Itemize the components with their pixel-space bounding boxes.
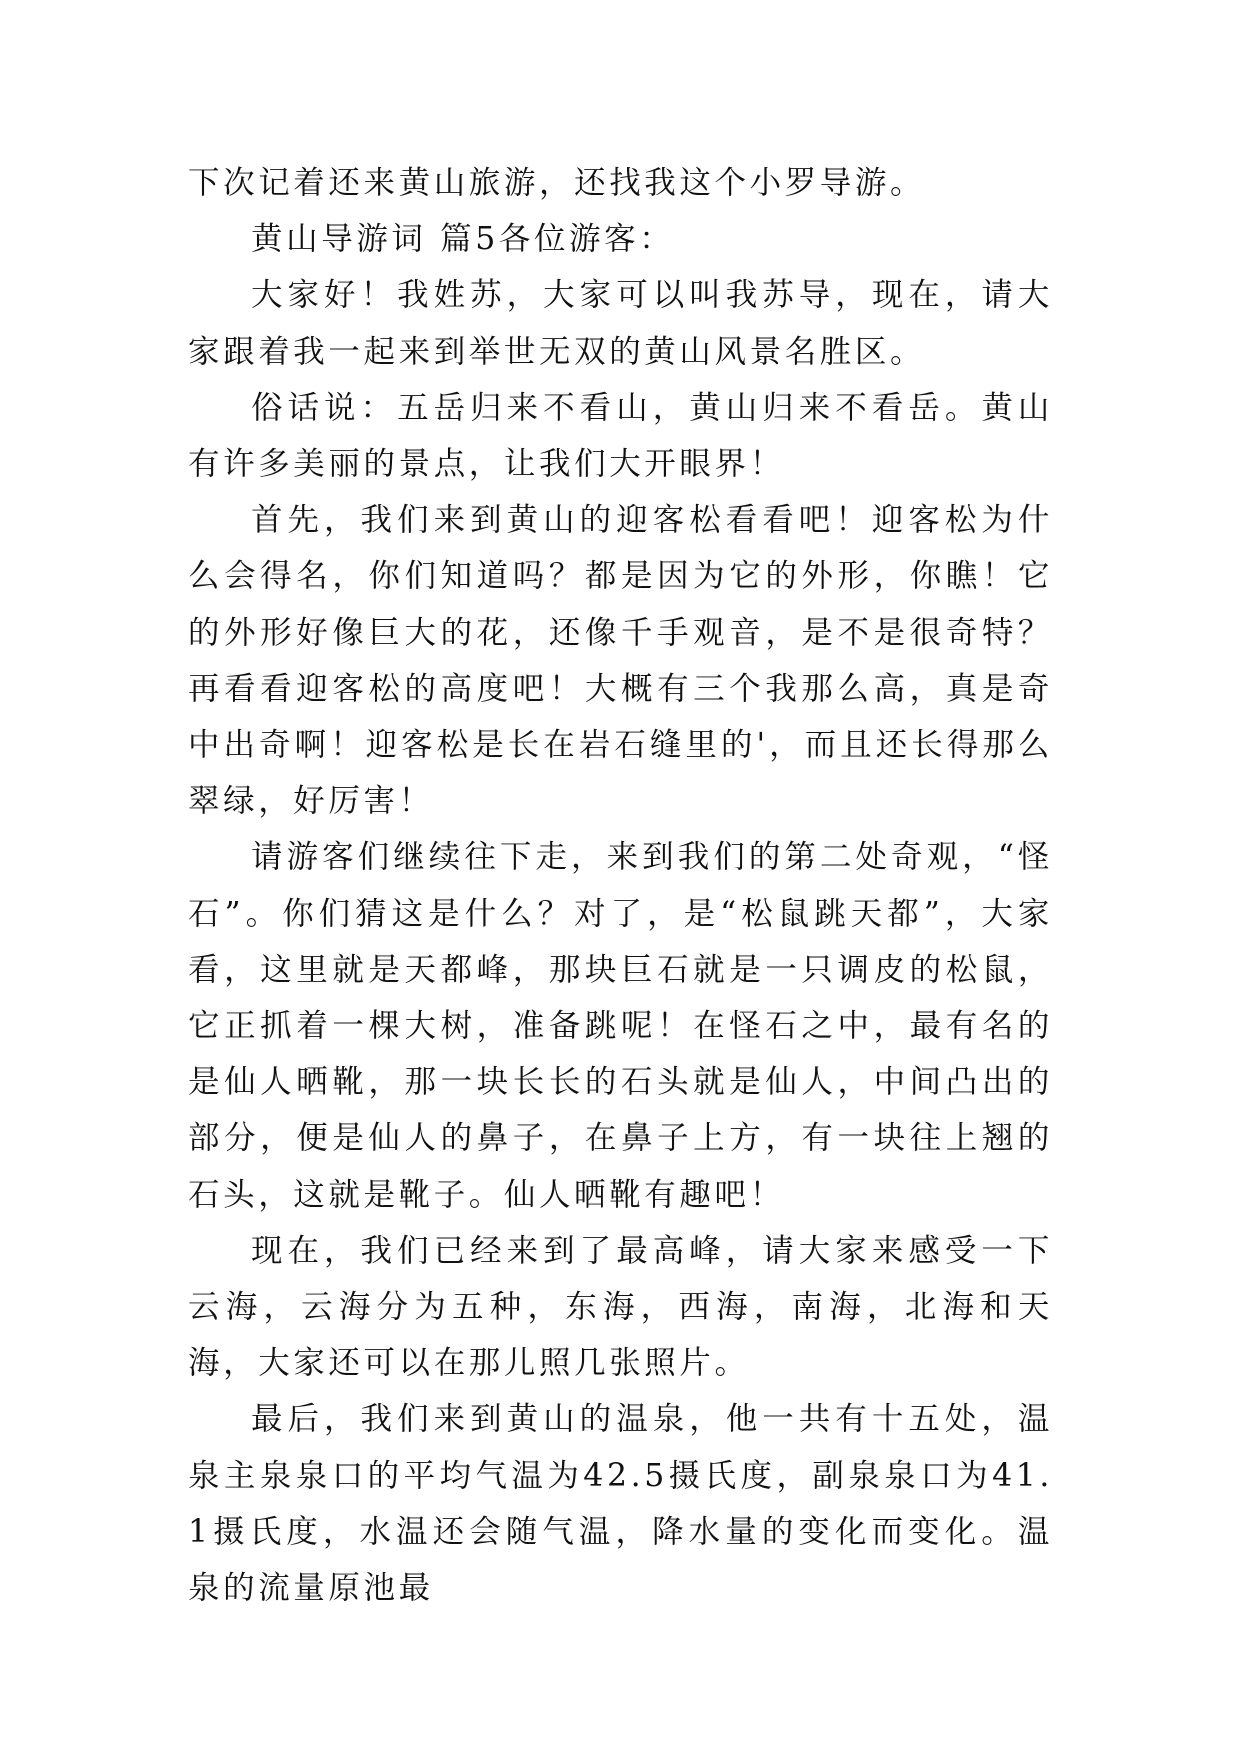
paragraph: 请游客们继续往下走，来到我们的第二处奇观，“怪石”。你们猜这是什么？对了，是“松鼠跳天都”，大家看，这里就是天都峰，那块巨石就是一只调皮的松鼠，它正抓着一棵大树，准备跳呢！在怪石之中，最有名的是仙人晒靴，那一块长长的石头就是仙人，中间凸出的部分，便是仙人的鼻子，在鼻子上方，有一块往上翘的石头，这就是靴子。仙人晒靴有趣吧！ [188, 839, 1053, 1213]
paragraph: 俗话说：五岳归来不看山，黄山归来不看岳。黄山有许多美丽的景点，让我们大开眼界！ [188, 389, 1053, 483]
paragraph: 现在，我们已经来到了最高峰，请大家来感受一下云海，云海分为五种，东海，西海，南海，北海和天海，大家还可以在那儿照几张照片。 [188, 1232, 1053, 1382]
section-heading-paragraph: 黄山导游词 篇5各位游客： [251, 221, 675, 258]
paragraph: 最后，我们来到黄山的温泉，他一共有十五处，温泉主泉泉口的平均气温为42.5摄氏度，副泉泉口为41.1摄氏度，水温还会随气温，降水量的变化而变化。温泉的流量原池最 [188, 1401, 1053, 1607]
paragraph: 大家好！我姓苏，大家可以叫我苏导，现在，请大家跟着我一起来到举世无双的黄山风景名胜区。 [188, 277, 1053, 370]
body-text [188, 155, 1053, 1616]
paragraph: 首先，我们来到黄山的迎客松看看吧！迎客松为什么会得名，你们知道吗？都是因为它的外形，你瞧！它的外形好像巨大的花，还像千手观音，是不是很奇特？再看看迎客松的高度吧！大概有三个我那么高，真是奇中出奇啊！迎客松是长在岩石缝里的'，而且还长得那么翠绿，好厉害！ [188, 502, 1053, 820]
paragraph: 下次记着还来黄山旅游，还找我这个小罗导游。 [188, 165, 926, 201]
